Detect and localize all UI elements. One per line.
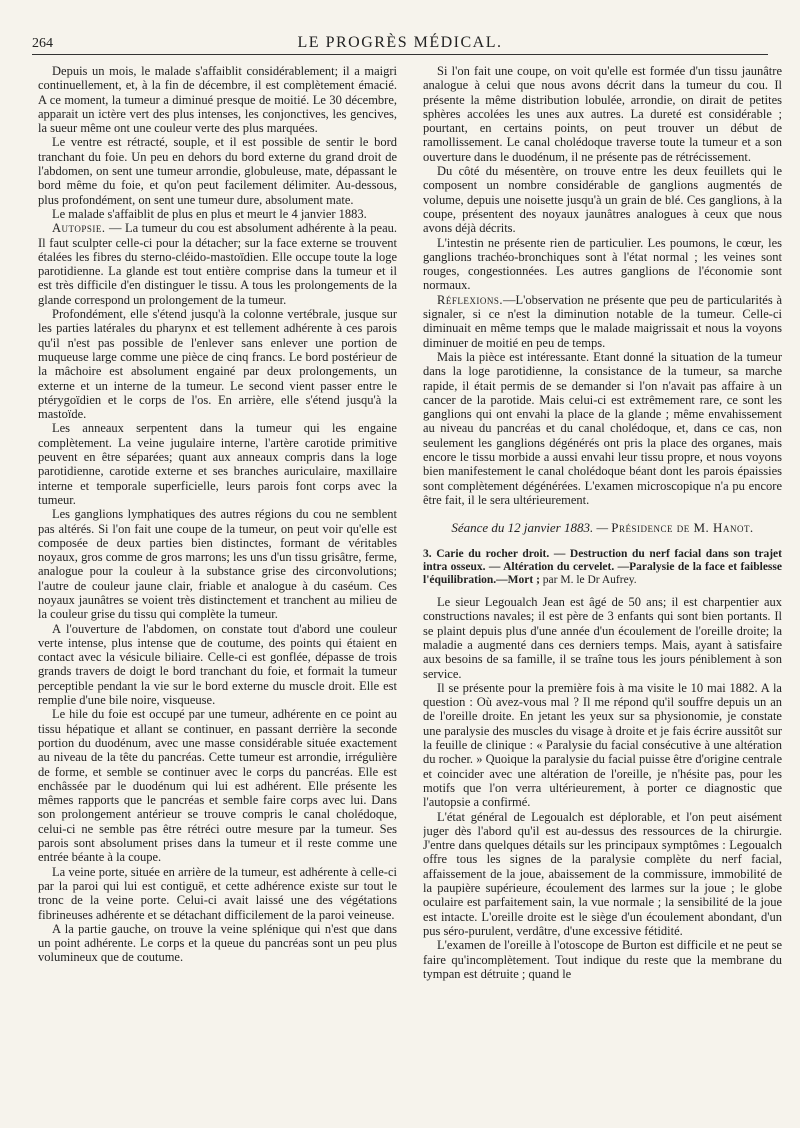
- paragraph: Si l'on fait une coupe, on voit qu'elle est formée d'un tissu jaunâtre analogue à celui que nous avons décrit dans la tumeur du cou. Il présente la même distribution lobulée, arrondie, on dirait de petites sphères accolées les unes aux autres. La dureté est considérable ; pourtant, en certains points, on peut trouver un début de ramollissement. Le canal cholédoque traverse toute la tumeur et a son ouverture dans le duodénum, il ne présente pas de rétrécissement.: [423, 64, 782, 164]
- journal-title: LE PROGRÈS MÉDICAL.: [297, 34, 503, 51]
- paragraph: Du côté du mésentère, on trouve entre les deux feuillets qui le composent un nombre considérable de ganglions augmentés de volume, depuis une noisette jusqu'à un grain de blé. Ces ganglions, à la coupe, présentent des noyaux jaunâtres analogues à ceux que nous avons déjà décrits.: [423, 164, 782, 236]
- paragraph: Le hile du foie est occupé par une tumeur, adhérente en ce point au tissu hépatique et allant se continuer, en passant derrière la seconde portion du duodénum, avec une masse considérable située exactement au niveau de la tête du pancréas. Cette tumeur est arrondie, irrégulière de forme, et semble se continuer avec le corps du pancréas. Elle est enchâssée par le duodénum qui lui est adhérent. Elle présente les mêmes rapports que le pancréas et semble faire corps avec lui. Dans son prolongement antérieur se trouve compris le canal cholédoque, celui-ci ne semble pas être rétréci outre mesure par la tumeur. Ses parois sont absolument prises dans la tumeur et il reste comme une entrée béante à la coupe.: [38, 707, 397, 865]
- paragraph: L'intestin ne présente rien de particulier. Les poumons, le cœur, les ganglions trachéo-bronchiques sont à l'état normal ; les veines sont rouges, congestionnées. Les autres ganglions de l'économie sont normaux.: [423, 235, 782, 293]
- right-column: [423, 64, 782, 1122]
- paragraph: Le malade s'affaiblit de plus en plus et meurt le 4 janvier 1883.: [52, 206, 367, 221]
- paragraph: Les ganglions lymphatiques des autres régions du cou ne semblent pas altérés. Si l'on fait une coupe de la tumeur, on peut voir qu'elle est composée de deux parties bien distinctes, formant de véritables noyaux, gros comme de gros marrons; les uns d'un tissu grisâtre, ferme, analogue pour la couleur à la substance grise des circonvolutions; l'autre de couleur jaune clair, friable et analogue à du caséum. Ces noyaux jaunâtres se voient très distinctement et tranchent au milieu de la couleur grise du tissu qui complète la tumeur.: [38, 507, 397, 622]
- case-title: 3. Carie du rocher droit. — Destruction du nerf facial dans son trajet intra osseux. — Altération du cervelet. —Paralysie de la face et faiblesse l'équilibration.—Mort ;: [423, 547, 782, 586]
- paragraph: Profondément, elle s'étend jusqu'à la colonne vertébrale, jusque sur les parties latérales du pharynx et est tellement adhérente à ces parois qu'il n'est pas possible de l'enlever sans enlever une portion de muqueuse large comme une pièce de cinq francs. Le bord postérieur de la mâchoire est absolument engainé par deux prolongements, un externe et un interne de la tumeur. Le second vient passer entre le ptérygoïdien et le corps de l'os. En arrière, elle s'étend jusqu'à la mastoïde.: [38, 307, 397, 422]
- paragraph-text: — La tumeur du cou est absolument adhérente à la peau. Il faut sculpter celle-ci pour la détacher; sur la face externe se trouvent étalées les fibres du sterno-cléido-mastoïdien. Elle occupe toute la loge parotidienne. La glande est tout entière comprise dans la tumeur et il est très difficile d'en distinguer le tissu. A tous les prolongements de la glande correspond un prolongement de la tumeur.: [38, 221, 397, 307]
- paragraph: L'examen de l'oreille à l'otoscope de Burton est difficile et ne peut se faire qu'incomplètement. Tout indique du reste que la membrane du tympan est détruite ; quand le: [423, 938, 782, 981]
- paragraph-text: —L'observation ne présente que peu de particularités à signaler, si ce n'est la diminution notable de la tumeur. Celle-ci diminuait en même temps que le malade maigrissait et nous la voyons diminuer de moitié en peu de temps.: [423, 292, 782, 350]
- paragraph: L'état général de Legoualch est déplorable, et l'on peut aisément juger dès l'abord qu'il est au-dessus des ressources de la chirurgie. J'entre dans quelques détails sur les principaux symptômes : Legoualch offre tous les signes de la paralysie complète du nerf facial, affaissement de la joue, abaissement de la commissure, immobilité de la paupière supérieure, écoulement des larmes sur la joue ; le globe oculaire est parfaitement sain, la vue normale ; la sensibilité de la joue est intacte. L'oreille droite est le siège d'un écoulement abondant, d'un pus séro-purulent, verdâtre, d'une excessive fétidité.: [423, 809, 782, 938]
- paragraph: Depuis un mois, le malade s'affaiblit considérablement; il a maigri continuellement, et, à la fin de décembre, il est complètement émacié. A ce moment, la tumeur a diminué presque de moitié. Le 30 décembre, apparait un ictère vert des plus intenses, les conjonctives, les gencives, la sueur même ont une couleur verte des plus marquées.: [38, 64, 397, 136]
- session-date: Séance du 12 janvier 1883. —: [451, 520, 612, 536]
- paragraph-reflexions: [423, 293, 782, 350]
- case-heading: [423, 548, 782, 588]
- paragraph: Le sieur Legoualch Jean est âgé de 50 ans; il est charpentier aux constructions navales; il est père de 3 enfants qui sont bien portants. Il se plaint depuis plus d'une année d'un écoulement de l'oreille droite; la maladie a augmenté dans ces derniers temps. Mais, ayant à satisfaire aux besoins de sa famille, il se traîne tous les jours péniblement à son service.: [423, 595, 782, 681]
- paragraph: A la partie gauche, on trouve la veine splénique qui n'est que dans un point adhérente. Le corps et la queue du pancréas sont un peu plus volumineux que de coutume.: [38, 921, 397, 965]
- session-heading: [423, 521, 782, 535]
- paragraph: A l'ouverture de l'abdomen, on constate tout d'abord une couleur verte intense, plus intense que de coutume, des points qui étaient en contact avec la vésicule biliaire. Celle-ci est gonflée, dépasse de trois grands travers de doigt le bord tranchant du foie, et formait la tumeur perceptible pendant la vie sur le bord externe du muscle droit. Elle est remplie d'une bile noire, visqueuse.: [38, 621, 397, 708]
- page-number: 264: [32, 36, 53, 51]
- paragraph: Mais la pièce est intéressante. Etant donné la situation de la tumeur dans la loge parotidienne, la consistance de la tumeur, sa marche rapide, il était permis de se demander si l'on n'avait pas affaire à un cancer de la parotide. Mais celui-ci est extrêmement rare, ce sont les ganglions qui ont envahi la place de la glande ; même envahissement au niveau du pancréas et du canal cholédoque, et, dans ce cas, non seulement les ganglions dégénérés ont pris la place des organes, mais encore le tissu morbide a aussi envahi leur tissu propre, et nous voyons bien manifestement le canal cholédoque béant dont les parois épaissies sont complètement dégénérées. L'examen microscopique n'a pu encore être fait, il le sera ultérieurement.: [423, 349, 782, 507]
- case-author: par M. le Dr Aufrey.: [539, 573, 637, 586]
- paragraph: Il se présente pour la première fois à ma visite le 10 mai 1882. A la question : Où avez-vous mal ? Il me répond qu'il souffre depuis un an de l'oreille droite. En jetant les yeux sur sa physionomie, je constate une paralysie des muscles du visage à droite et je fais écrire aussitôt sur la feuille de clinique : « Paralysie du facial consécutive à une altération du rocher. » Quoique la paralysie du facial puisse être d'origine centrale et coincider avec une altération de l'oreille, je n'hésite pas, pour les motifs que l'on verra ultérieurement, à porter ce diagnostic que l'autopsie a confirmé.: [423, 680, 782, 810]
- section-label: Réflexions.: [437, 292, 503, 307]
- section-label: Autopsie.: [52, 221, 106, 236]
- left-column: [38, 64, 397, 1122]
- paragraph: Le ventre est rétracté, souple, et il est possible de sentir le bord tranchant du foie. Un peu en dehors du bord externe du grand droit de l'abdomen, on sent une tumeur arrondie, globuleuse, mate, dépassant le bord même du foie, et qu'on peut facilement délimiter. Au-dessous, plus profondément, on sent une tumeur dure, absolument mate.: [38, 135, 397, 207]
- page-header: [32, 34, 768, 55]
- paragraph: Les anneaux serpentent dans la tumeur qui les engaine complètement. La veine jugulaire interne, l'artère carotide primitive peuvent en être séparées; quant aux anneaux compris dans la loge parotidienne, carotide externe et ses branches auriculaire, maxillaire interne et temporale superficielle, leurs parois font corps avec la tumeur.: [38, 421, 397, 507]
- session-president: Présidence de M. Hanot.: [611, 520, 754, 536]
- paragraph-autopsie: [38, 221, 397, 307]
- paragraph: La veine porte, située en arrière de la tumeur, est adhérente à celle-ci par la paroi qui lui est contiguë, et cette adhérence existe sur tout le tronc de la veine porte. Celui-ci avait laissé une des végétations fibrineuses adhérente et se détachant difficilement de la paroi veineuse.: [38, 864, 397, 922]
